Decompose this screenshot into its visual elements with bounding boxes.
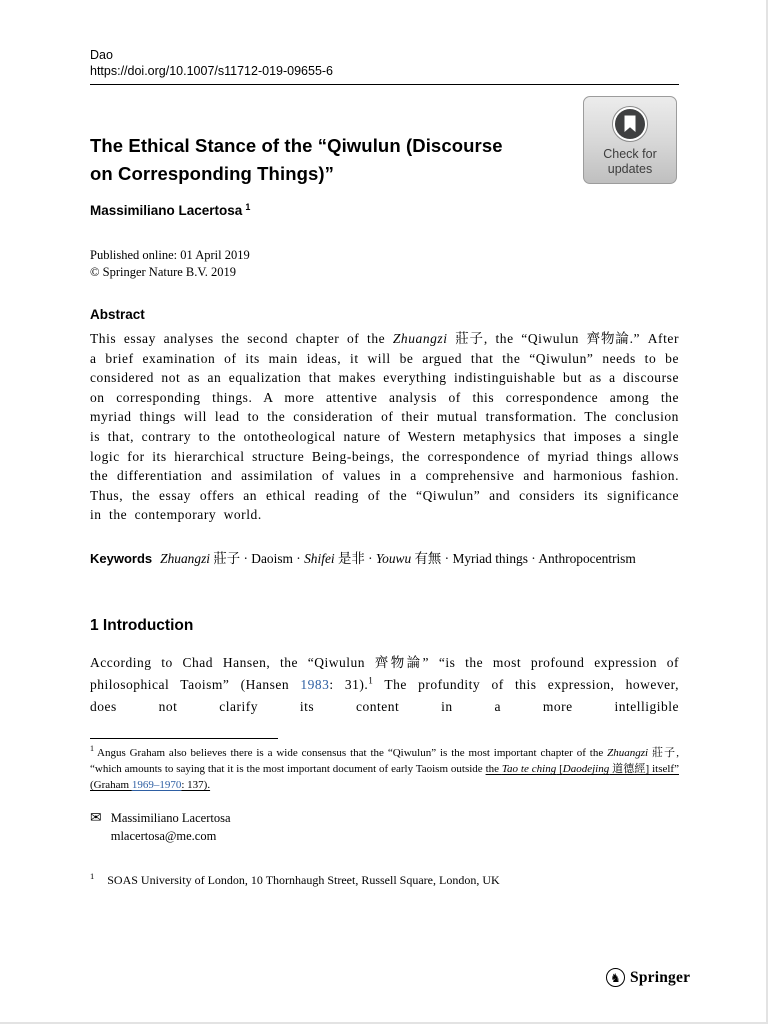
footnote-rule [90,738,278,739]
text-segment: Tao te ching [501,763,557,775]
keywords-text [160,551,636,566]
springer-wordmark: Springer [630,968,691,986]
header-rule [90,84,679,85]
text-segment: Angus Graham also believes there is a wide consensus that the “Qiwulun” is the most important chapter of the [97,747,608,759]
correspondence-block [90,810,231,845]
text-segment: According to Chad Hansen, the “Qiwulun 齊物論” “is the most profound expression of philosophical Taoism” (Hansen [90,655,679,692]
footnote-marker: 1 [90,744,94,754]
intro-paragraph [90,652,679,718]
text-segment: 有無 · Myriad things · Anthropocentrism [411,551,636,566]
text-segment: 道德經] itself” (Graham [90,763,679,791]
journal-header [90,48,679,85]
correspondence-text [111,810,231,845]
doi-link[interactable]: https://doi.org/10.1007/s11712-019-09655-6 [90,64,334,78]
text-segment: This essay analyses the second chapter of the [90,331,393,346]
springer-horse-icon: ♞ [606,968,625,987]
published-online-line: Published online: 01 April 2019 [90,248,250,262]
envelope-icon: ✉ [90,810,102,826]
title-line-1: The Ethical Stance of the “Qiwulun (Discourse [90,135,503,156]
text-segment: Zhuangzi [607,747,649,759]
corresponding-author-email[interactable]: mlacertosa@me.com [110,828,217,843]
text-segment: : 137). [181,779,211,791]
text-segment: Shifei [304,551,335,566]
author-affiliation-ref[interactable]: 1 [245,201,251,212]
keywords-heading: Keywords [90,551,153,566]
citation-link-hansen-1983[interactable]: 1983 [300,677,330,692]
abstract-heading: Abstract [90,307,145,322]
abstract-text [90,329,679,525]
text-segment: Zhuangzi [392,331,448,346]
badge-label-line2: updates [607,161,653,176]
citation-link-graham-1969-1970[interactable]: 1969–1970 [131,779,182,791]
badge-label-line1: Check for [603,146,657,161]
corresponding-author-name: Massimiliano Lacertosa [110,811,231,825]
text-segment: Zhuangzi [160,551,210,566]
text-segment: : 31). [329,677,369,692]
publication-info [90,247,250,280]
copyright-line: © Springer Nature B.V. 2019 [90,264,237,279]
affiliation-text: SOAS University of London, 10 Thornhaugh Street, Russell Square, London, UK [107,873,500,887]
text-segment: 莊子, the “Qiwulun 齊物論.” After a brief examination of its main ideas, it will be argued that the “Qiwulun” needs to be considered not as an equalization that makes everything indistinguishable but as a discourse on corresponding things. A more attentive analysis of this correspondence among the myriad things will lead to the consideration of their mutual transformation. The conclusion is that, contrary to the ontotheological nature of Western metaphysics that imposes a single logic for its hierarchical structure Being-beings, the correspondence of myriad things allows the differentiation and assimilation of values in a comprehensive and harmonious fashion. Thus, the essay offers an ethical reading of the “Qiwulun” and considers its significance in the contemporary world. [90,331,679,523]
footnote-1 [90,745,679,793]
article-title [90,132,610,187]
text-segment: [ [556,763,563,775]
affiliation-marker: 1 [90,871,95,881]
affiliation-block [90,873,500,888]
abstract-section [90,307,679,525]
text-segment: Youwu [375,551,412,566]
text-segment: The profundity of this expression, however, does not clarify its content in a more intelligible [90,677,679,714]
footnote-ref-1[interactable]: 1 [368,675,374,686]
author-text: Massimiliano Lacertosa [90,203,243,218]
author-name [90,203,250,218]
text-segment: Daodejing [562,763,610,775]
springer-logo [606,968,690,987]
journal-name: Dao [90,48,113,62]
text-segment: 莊子, “which amounts to saying that it is the most important document of early Taoism outside [90,747,679,775]
keywords-line [90,549,679,569]
text-segment: 莊子 · Daoism · [210,551,305,566]
section-heading-introduction: 1 Introduction [90,617,194,634]
text-segment: 是非 · [334,551,376,566]
title-line-2: on Corresponding Things)” [90,162,335,184]
crossmark-icon [611,105,649,143]
footnote-text [90,747,679,791]
text-segment: the [485,763,502,775]
